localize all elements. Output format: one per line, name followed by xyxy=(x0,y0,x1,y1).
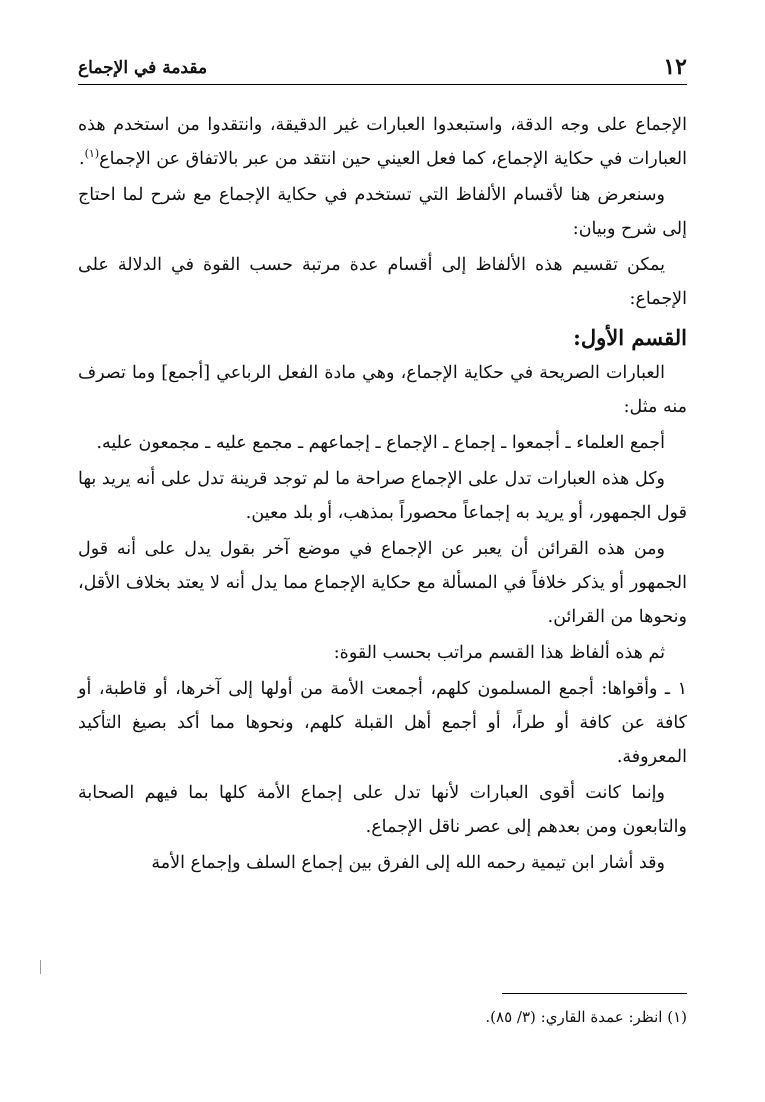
paragraph: أجمع العلماء ـ أجمعوا ـ إجماع ـ الإجماع ـ إجماعهم ـ مجمع عليه ـ مجمعون عليه. xyxy=(96,433,665,453)
paragraph-text: الإجماع على وجه الدقة، واستبعدوا العبارات غير الدقيقة، وانتقدوا من استخدم هذه العبارات في حكاية الإجماع، كما فعل العيني حين انتقد من عبر بالاتفاق عن الإجماع xyxy=(78,115,687,169)
footnote-divider xyxy=(502,993,687,994)
paragraph: وسنعرض هنا لأقسام الألفاظ التي تستخدم في حكاية الإجماع مع شرح لما احتاج إلى شرح وبيان: xyxy=(78,185,687,239)
paragraph: ١ ـ وأقواها: أجمع المسلمون كلهم، أجمعت الأمة من أولها إلى آخرها، أو قاطبة، أو كافة عن كافة أو طراً، أو أجمع أهل القبلة كلهم، ونحوها مما أكد بصيغ التأكيد المعروفة. xyxy=(78,679,687,767)
footnote-reference: (١) xyxy=(84,147,100,161)
paragraph: وكل هذه العبارات تدل على الإجماع صراحة ما لم توجد قرينة تدل على أنه يريد بها قول الجمهور، أو يريد به إجماعاً محصوراً بمذهب، أو بلد معين. xyxy=(78,469,687,523)
footnote: (١) انظر: عمدة القاري: (٣/ ٨٥). xyxy=(485,1008,687,1026)
page-number: ١٢ xyxy=(663,54,687,80)
page-header xyxy=(78,50,687,85)
paragraph: ثم هذه ألفاظ هذا القسم مراتب بحسب القوة: xyxy=(333,643,665,663)
paragraph: العبارات الصريحة في حكاية الإجماع، وهي مادة الفعل الرباعي [أجمع] وما تصرف منه مثل: xyxy=(78,363,687,417)
paragraph-end: . xyxy=(79,149,85,169)
paragraph: ومن هذه القرائن أن يعبر عن الإجماع في موضع آخر بقول يدل على أنه قول الجمهور أو يذكر خلافاً في المسألة مع حكاية الإجماع مما يدل أنه لا يعتد بخلاف الأقل، ونحوها من القرائن. xyxy=(78,539,687,627)
paragraph: يمكن تقسيم هذه الألفاظ إلى أقسام عدة مرتبة حسب القوة في الدلالة على الإجماع: xyxy=(78,255,687,309)
paragraph xyxy=(78,108,687,176)
margin-mark xyxy=(40,960,41,974)
paragraph: وقد أشار ابن تيمية رحمه الله إلى الفرق بين إجماع السلف وإجماع الأمة xyxy=(151,853,665,873)
running-title: مقدمة في الإجماع xyxy=(78,58,208,78)
paragraph: وإنما كانت أقوى العبارات لأنها تدل على إجماع الأمة كلها بما فيهم الصحابة والتابعون ومن بعدهم إلى عصر ناقل الإجماع. xyxy=(78,783,687,837)
section-heading: القسم الأول: xyxy=(573,325,687,350)
page-body xyxy=(78,108,687,882)
